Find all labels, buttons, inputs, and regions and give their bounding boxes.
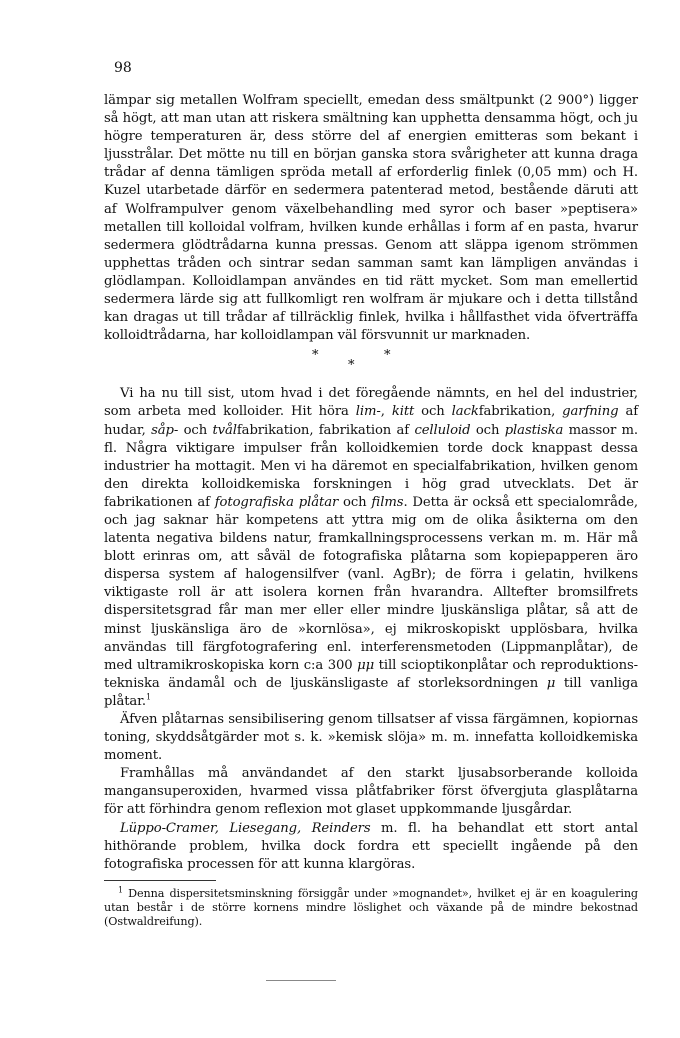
author-names: Lüppo-Cramer, Liesegang, Reinders [120, 820, 371, 836]
separator-asterisk: * [348, 358, 355, 374]
footnote-reference: 1 [146, 692, 152, 702]
paragraph-industries: Vi ha nu till sist, utom hvad i det föregående nämnts, en hel del industrier, som arbeta med kolloider. Hit höra lim-, kitt och lackfabrikation, garfning af hudar, såp- och tvålfabrikation, fabrikation af celluloid och plastiska massor m. fl. Några viktigare impulser från kolloidkemien torde dock knappast dessa industrier ha mottagit. Men vi ha däremot en specialfabrikation, hvilken genom den direkta kolloidkemiska forskningen i hög grad utvecklats. Det är fabrikationen af fotografiska plåtar och films. Detta är också ett specialområde, och jag saknar här kompetens att yttra mig om de olika åsikterna om den latenta negativa bildens natur, framkallningsprocessens verkan m. m. Här må blott erinras om, att såväl de fotografiska plåtarna som kopiepapperen äro dispersa system af halogensilfver (vanl. AgBr); de förra i gelatin, hvilkens viktigaste roll är att isolera kornen från hvarandra. Alltefter bromsilfrets dispersitetsgrad får man mer eller eller mindre ljuskänsliga plåtar, så att de minst ljuskänsliga äro de »kornlösa», ej mikroskopiskt upplösbara, hvilka användas till färgfotografering enl. interferensmetoden (Lippmanplåtar), de med ultramikroskopiska korn c:a 300 μμ till scioptikonplåtar och reproduktions-tekniska ändamål och de ljuskänsligaste af storleksordningen μ till vanliga plåtar.$^1$ [104, 386, 639, 709]
paragraph-mangansuperoxid: Framhållas må användandet af den starkt ljusabsorberande kolloida mangansuperoxiden, hvarmed vissa plåtfabriker först öfvergjuta glasplåtarna för att förhindra genom reflexion mot glaset uppkommande ljusgårdar. [104, 766, 638, 818]
separator-asterisk: * [384, 348, 391, 364]
paragraph-authors: Lüppo-Cramer, Liesegang, Reinders m. fl. ha behandlat ett stort antal hithörande problem, hvilka dock fordra ett speciellt ingående på den fotografiska processen för att kunna klargöras. [104, 820, 638, 872]
paragraph-wolfram: lämpar sig metallen Wolfram speciellt, emedan dess smältpunkt (2 900°) ligger så högt, att man utan att riskera smältning kan upphetta densamma högt, och ju högre temperaturen är, dess större del af energien emitteras som bekant i ljusstrålar. Det mötte nu till en början ganska stora svårigheter att kunna draga trådar af denna tämligen spröda metall af erforderlig finlek (0,05 mm) och H. Kuzel utarbetade därför en sedermera patenterad metod, bestående däruti att af Wolframpulver genom växelbehandling med syror och baser »peptisera» metallen till kolloidal volfram, hvilken kunde erhållas i form af en pasta, hvarur sedermera glödtrådarna kunna pressas. Genom att släppa igenom strömmen upphettas tråden och sintrar sedan samman samt kan lämpligen användas i glödlampan. Kolloidlampan användes en tid rätt mycket. Som man emellertid sedermera lärde sig att fullkomligt ren wolfram är mjukare och i detta tillstånd kan dragas ut till trådar af tillräcklig finlek, hvilka i hållfasthet vida öfverträffa kolloidtrådarna, har kolloidlampan väl försvunnit ur marknaden. [104, 93, 638, 344]
section-separator [104, 345, 638, 385]
page-number: 98 [114, 60, 132, 76]
paragraph-sensibilisering: Äfven plåtarnas sensibilisering genom tillsatser af vissa färgämnen, kopiornas toning, skyddsåtgärder mot s. k. »kemisk slöja» m. m. innefatta kolloidkemiska moment. [104, 712, 638, 764]
footnote-marker: 1 [118, 885, 123, 895]
footnote: $^1$ Denna dispersitetsminskning försiggår under »mognandet», hvilket ej är en koagulering utan består i de större kornens mindre löslighet och växande på de mindre bekostnad (Ostwaldreifung). [104, 885, 638, 928]
separator-asterisk: * [312, 348, 319, 364]
body-text [104, 92, 638, 929]
footnote-rule [104, 880, 216, 881]
bottom-rule [266, 980, 336, 981]
